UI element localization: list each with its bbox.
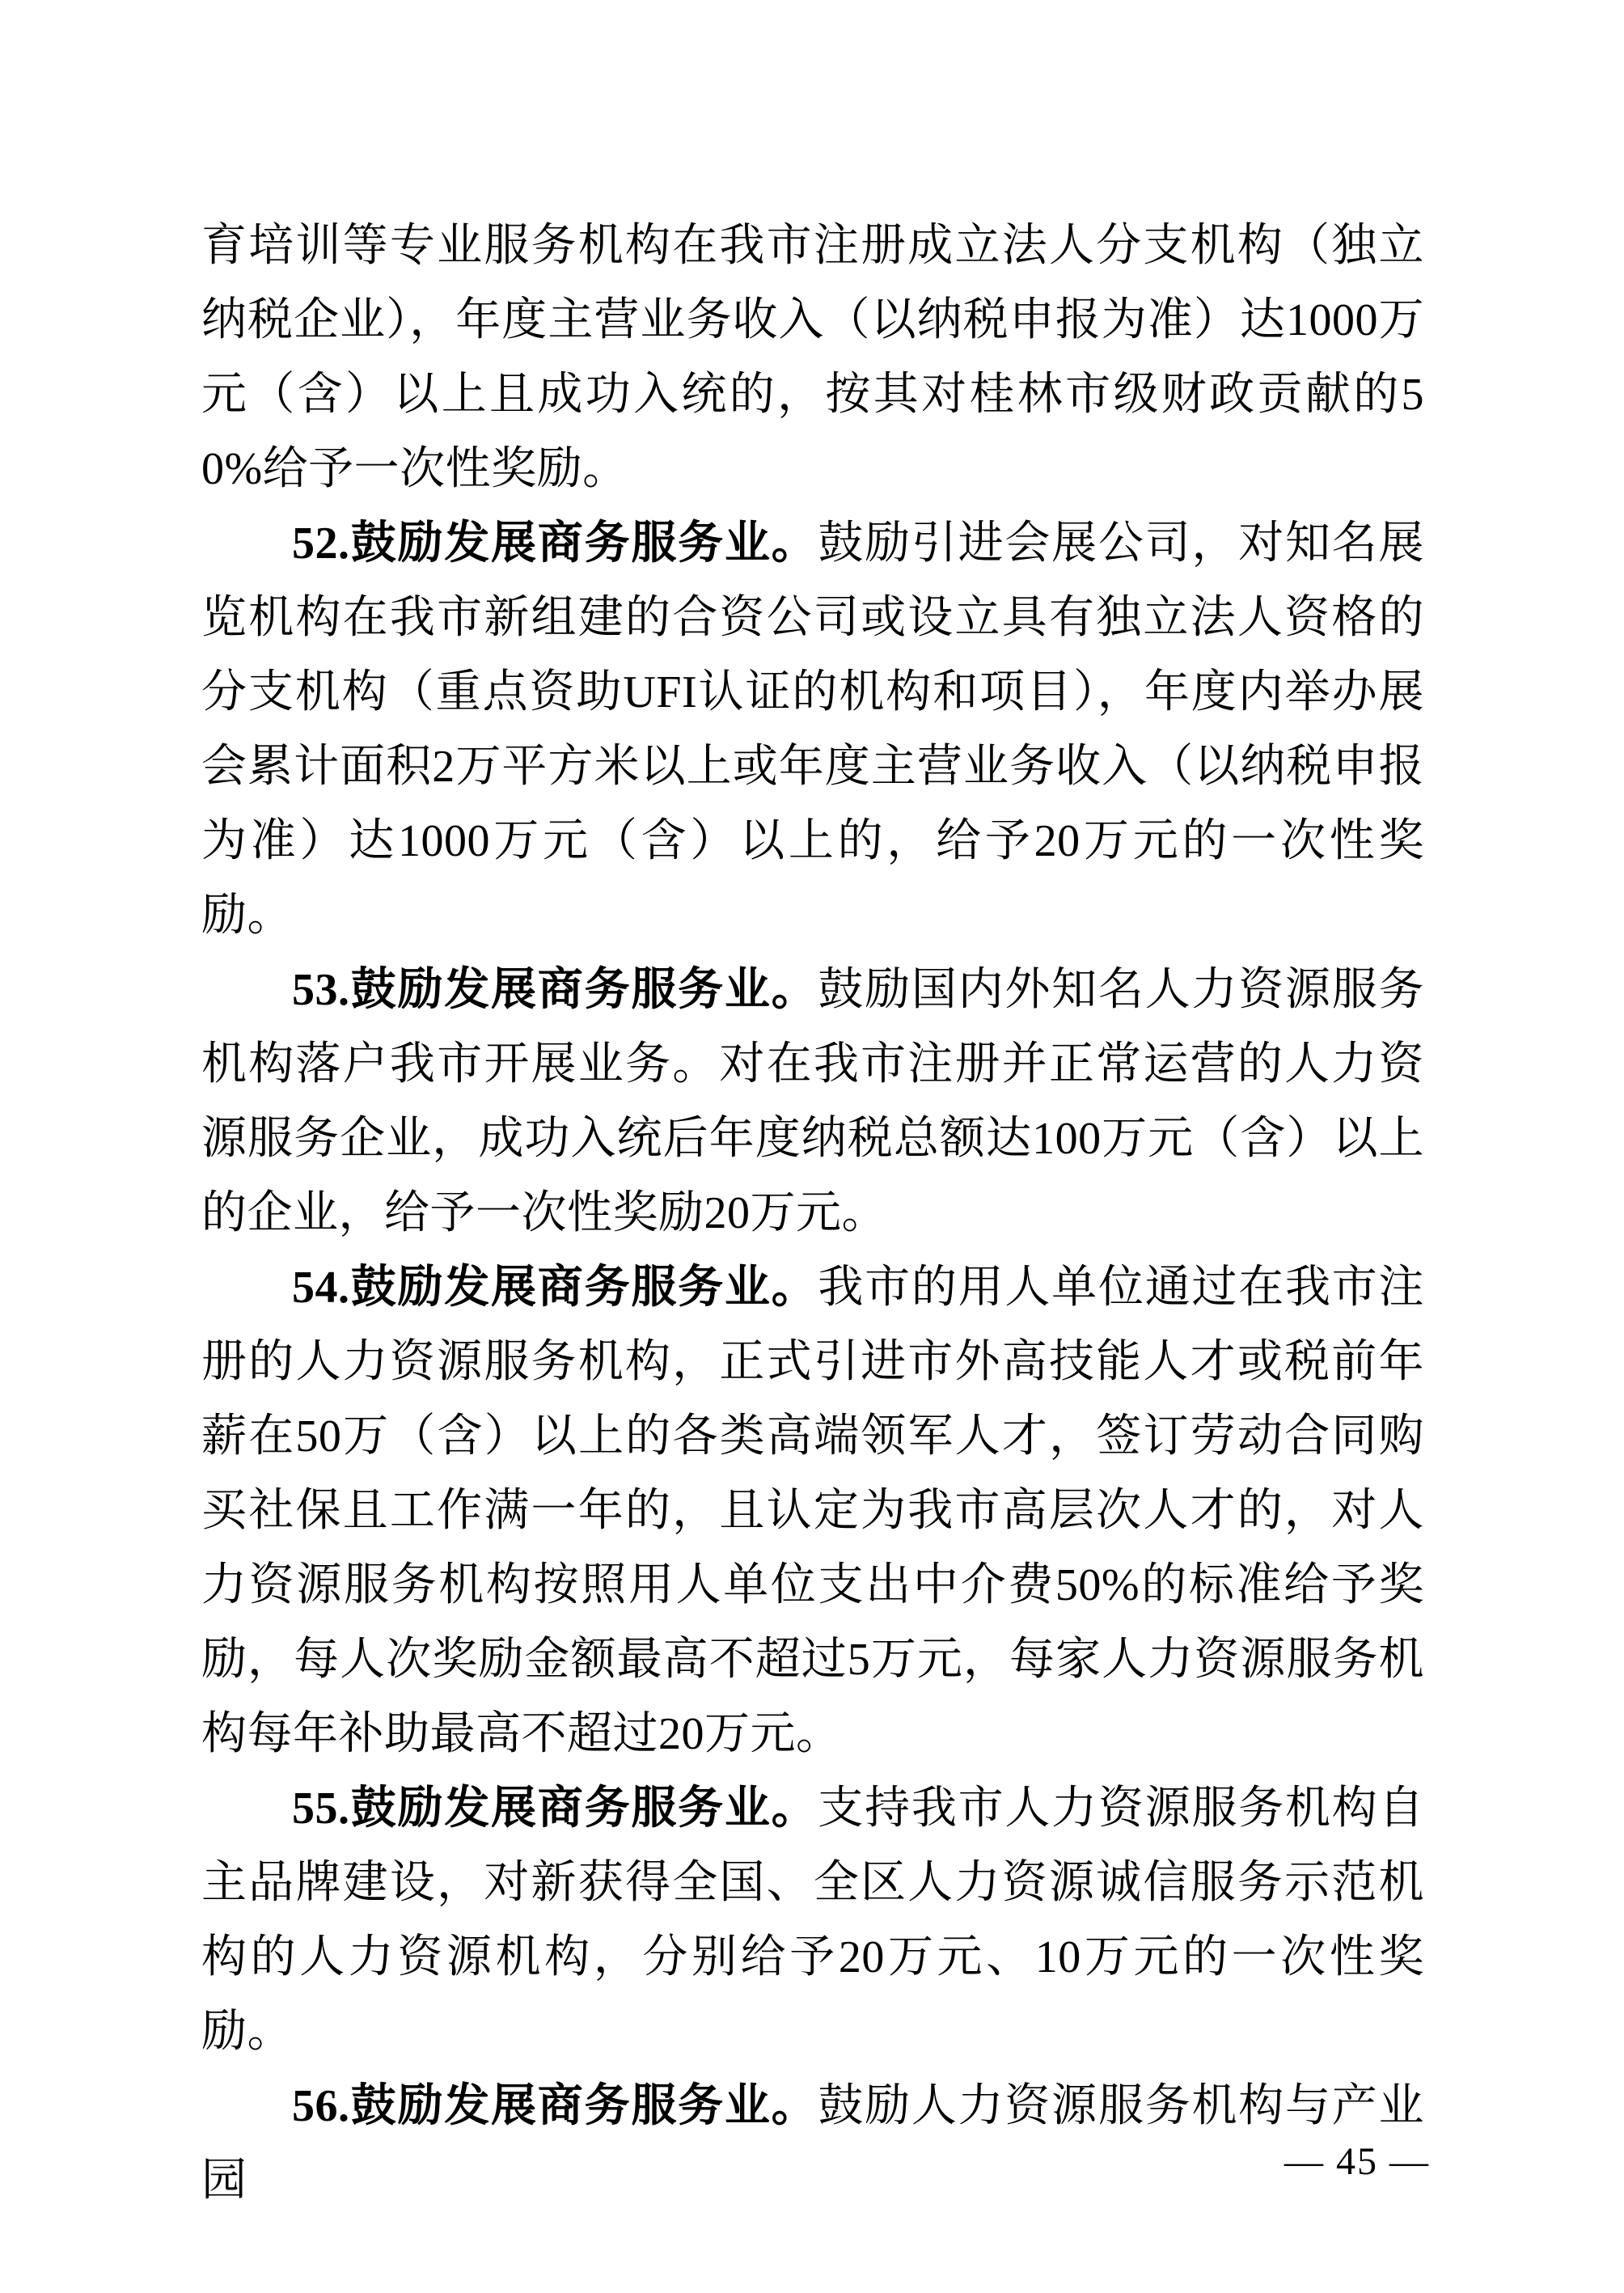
paragraph-continuation-body: 育培训等专业服务机构在我市注册成立法人分支机构（独立纳税企业），年度主营业务收入（以纳税申报为准）达1000万元（含）以上且成功入统的，按其对桂林市级财政贡献的50%给予一次性奖励。 bbox=[201, 221, 1424, 494]
paragraph-54-heading: 54.鼓励发展商务服务业。 bbox=[292, 1263, 818, 1313]
paragraph-55-body: 支持我市人力资源服务机构自主品牌建设，对新获得全国、全区人力资源诚信服务示范机构的人力资源机构，分别给予20万元、10万元的一次性奖励。 bbox=[201, 1783, 1425, 2057]
paragraph-54 bbox=[201, 1250, 1424, 1771]
paragraph-52-body: 鼓励引进会展公司，对知名展览机构在我市新组建的合资公司或设立具有独立法人资格的分支机构（重点资助UFI认证的机构和项目），年度内举办展会累计面积2万平方米以上或年度主营业务收入（以纳税申报为准）达1000万元（含）以上的，给予20万元的一次性奖励。 bbox=[201, 518, 1425, 941]
page-number: — 45 — bbox=[1284, 2140, 1430, 2183]
paragraph-52-heading: 52.鼓励发展商务服务业。 bbox=[292, 518, 818, 569]
paragraph-continuation bbox=[201, 209, 1424, 506]
paragraph-55-heading: 55.鼓励发展商务服务业。 bbox=[292, 1783, 818, 1834]
text-block bbox=[201, 209, 1424, 2218]
paragraph-56 bbox=[201, 2069, 1424, 2218]
paragraph-56-body: 鼓励人力资源服务机构与产业园 bbox=[201, 2081, 1425, 2206]
paragraph-54-body: 我市的用人单位通过在我市注册的人力资源服务机构，正式引进市外高技能人才或税前年薪在50万（含）以上的各类高端领军人才，签订劳动合同购买社保且工作满一年的，且认定为我市高层次人才的，对人力资源服务机构按照用人单位支出中介费50%的标准给予奖励，每人次奖励金额最高不超过5万元，每家人力资源服务机构每年补助最高不超过20万元。 bbox=[201, 1263, 1425, 1759]
paragraph-53-heading: 53.鼓励发展商务服务业。 bbox=[292, 965, 818, 1015]
paragraph-53-body: 鼓励国内外知名人力资源服务机构落户我市开展业务。对在我市注册并正常运营的人力资源服务企业，成功入统后年度纳税总额达100万元（含）以上的企业，给予一次性奖励20万元。 bbox=[201, 965, 1425, 1238]
paragraph-56-heading: 56.鼓励发展商务服务业。 bbox=[292, 2081, 818, 2131]
paragraph-53 bbox=[201, 953, 1424, 1250]
paragraph-52 bbox=[201, 506, 1424, 953]
paragraph-55 bbox=[201, 1771, 1424, 2069]
